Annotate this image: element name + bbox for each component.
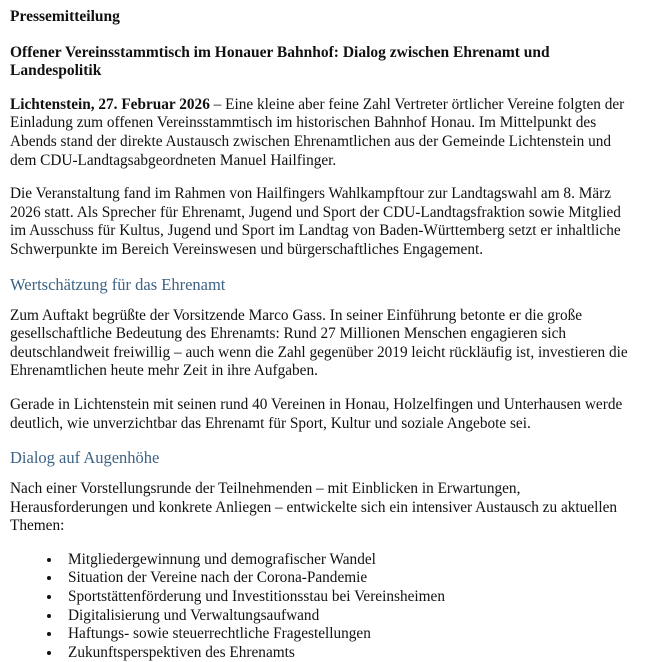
- document-kicker: Pressemitteilung: [10, 8, 120, 25]
- dateline-separator: –: [209, 95, 226, 113]
- section-heading-dialog: Dialog auf Augenhöhe: [10, 448, 160, 468]
- topic-list: [10, 551, 638, 662]
- section-heading-appreciation: Wertschätzung für das Ehrenamt: [10, 274, 226, 294]
- dateline: Lichtenstein, 27. Februar 2026: [10, 95, 210, 113]
- topic-list-item: • Mitgliedergewinnung und demografischer Wandel: [62, 551, 638, 570]
- campaign-paragraph: Die Veranstaltung fand im Rahmen von Hailfingers Wahlkampftour zur Landtagswahl am 8. März 2026 statt. Als Sprecher für Ehrenamt, Jugend und Sport der CDU-Landtagsfraktion sowie Mitglied im Ausschuss für Kultus, Jugend und Sport im Landtag von Baden-Württemberg setzt er inhaltliche Schwerpunkte im Bereich Vereinswesen und bürgerschaftliches Engagement.: [10, 185, 621, 258]
- lead-text: Eine kleine aber feine Zahl Vertreter örtlicher Vereine folgten der Einladung zum offenen Vereinsstammtisch im historischen Bahnhof Honau. Im Mittelpunkt des Abends stand der direkte Austausch zwischen Ehrenamtlichen aus der Gemeinde Lichtenstein und dem CDU-Landtagsabgeordneten Manuel Hailfinger.: [10, 95, 625, 169]
- topic-list-item: • Situation der Vereine nach der Corona-Pandemie: [62, 569, 638, 588]
- document-headline: Offener Vereinsstammtisch im Honauer Bahnhof: Dialog zwischen Ehrenamt und Landespolitik: [10, 43, 550, 80]
- appreciation-local-paragraph: Gerade in Lichtenstein mit seinen rund 40 Vereinen in Honau, Holzelfingen und Unterhausen werde deutlich, wie unverzichtbar das Ehrenamt für Sport, Kultur und soziale Angebote sei.: [10, 395, 623, 432]
- lead-paragraph: [10, 96, 638, 170]
- topic-list-item: • Haftungs- sowie steuerrechtliche Fragestellungen: [62, 625, 638, 644]
- appreciation-intro-paragraph: Zum Auftakt begrüßte der Vorsitzende Marco Gass. In seiner Einführung betonte er die große gesellschaftliche Bedeutung des Ehrenamts: Rund 27 Millionen Menschen engagieren sich deutschlandweit freiwillig – auch wenn die Zahl gegenüber 2019 leicht rückläufig ist, investieren die Ehrenamtlichen heute mehr Zeit in ihre Aufgaben.: [10, 306, 628, 380]
- topic-list-item: • Sportstättenförderung und Investitionsstau bei Vereinsheimen: [62, 588, 638, 607]
- dialog-intro-paragraph: Nach einer Vorstellungsrunde der Teilnehmenden – mit Einblicken in Erwartungen, Herausforderungen und konkrete Anliegen – entwickelte sich ein intensiver Austausch zu aktuellen Themen:: [10, 480, 618, 535]
- topic-list-item: • Digitalisierung und Verwaltungsaufwand: [62, 607, 638, 626]
- topic-list-item: • Zukunftsperspektiven des Ehrenamts: [62, 644, 638, 662]
